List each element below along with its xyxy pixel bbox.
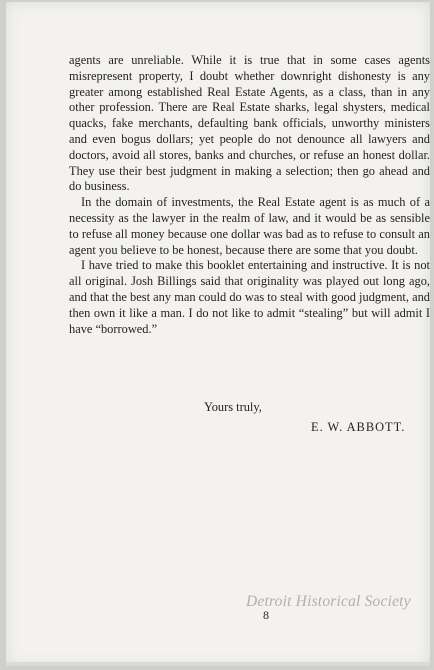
body-text <box>69 53 430 337</box>
author-signature: E. W. ABBOTT. <box>311 420 406 434</box>
paragraph-2: In the domain of investments, the Real Estate agent is as much of a necessity as the lawyer in the realm of law, and it would be as sensible to refuse all money because one dollar was bad as to refuse to consult an agent you believe to be honest, because there are some that you doubt. <box>69 195 430 257</box>
watermark-logo: Detroit Historical Society <box>246 593 411 610</box>
page-number: 8 <box>263 608 269 622</box>
paragraph-3: I have tried to make this booklet entertaining and instructive. It is not all original. Josh Billings said that originality was played out long ago, and that the best any man could do was to steal with good judgment, and then own it like a man. I do not like to admit “stealing” but will admit I have “borrowed.” <box>69 258 430 336</box>
closing-line: Yours truly, <box>204 400 262 414</box>
book-page <box>6 2 430 666</box>
paragraph-1: agents are unreliable. While it is true that in some cases agents misrepresent property, I doubt whether downright dishonesty is any greater among established Real Estate Agents, as a class, than in any other profession. There are Real Estate sharks, legal shysters, medical quacks, fake merchants, defaulting bank officials, unworthy ministers and even bogus dollars; yet people do not denounce all lawyers and doctors, avoid all stores, banks and churches, or refuse an honest dollar. They use their best judgment in making a selection; then go ahead and do business. <box>69 53 430 194</box>
